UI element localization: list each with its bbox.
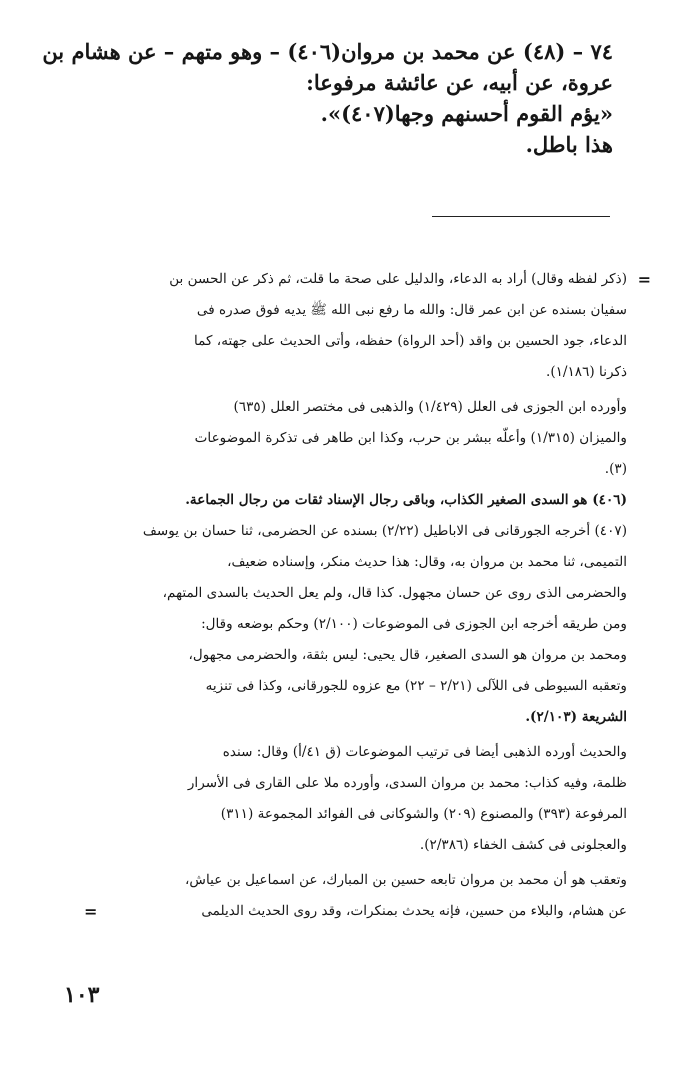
footnote-407: (٤٠٧) أخرجه الجورقانى فى الاباطيل (٢/٢٢) بسنده عن الحضرمى، ثنا حسان بن يوسف xyxy=(142,523,627,539)
footnote-line: وتعقب هو أن محمد بن مروان تابعه حسين بن المبارك، عن اسماعيل بن عياش، xyxy=(185,872,627,888)
footnote-line: المرفوعة (٣٩٣) والمصنوع (٢٠٩) والشوكانى فى الفوائد المجموعة (٣١١) xyxy=(220,806,627,822)
footnote-line: وأورده ابن الجوزى فى العلل (١/٤٢٩) والذهبى فى مختصر العلل (٦٣٥) xyxy=(233,399,627,415)
footnote-line: والحضرمى الذى روى عن حسان مجهول. كذا قال، ولم يعل الحديث بالسدى المتهم، xyxy=(162,585,627,601)
page-number: ١٠٣ xyxy=(64,982,100,1008)
footnote-line: الشريعة (٢/١٠٣). xyxy=(525,709,627,725)
footnote-line: وتعقبه السيوطى فى اللآلى (٢/٢١ – ٢٢) مع عزوه للجورقانى، وكذا فى تنزيه xyxy=(205,678,627,694)
footnote-line: والميزان (١/٣١٥) وأعلّه ببشر بن حرب، وكذا ابن طاهر فى تذكرة الموضوعات xyxy=(194,430,627,446)
footnote-line: والحديث أورده الذهبى أيضا فى ترتيب الموضوعات (ق ٤١/أ) وقال: سنده xyxy=(222,744,627,760)
footnote-line: سفيان بسنده عن ابن عمر قال: والله ما رفع نبى الله ﷺ يديه فوق صدره فى xyxy=(196,302,627,318)
footnote-406: (٤٠٦) هو السدى الصغير الكذاب، وباقى رجال الإسناد ثقات من رجال الجماعة. xyxy=(185,492,627,508)
hadith-main-text xyxy=(42,36,613,160)
continued-marker: = xyxy=(637,270,651,289)
hadith-verdict: هذا باطل. xyxy=(525,132,613,157)
footnotes-block xyxy=(84,264,651,927)
footnote-line: ومن طريقه أخرجه ابن الجوزى فى الموضوعات (٢/١٠٠) وحكم بوضعه وقال: xyxy=(201,616,627,632)
hadith-line: ٧٤ – (٤٨) عن محمد بن مروان(٤٠٦) – وهو متهم – عن هشام بن xyxy=(42,39,613,64)
hadith-matn: «يؤم القوم أحسنهم وجها(٤٠٧)». xyxy=(320,101,613,126)
footnote-line: ذكرنا (١/١٨٦). xyxy=(546,364,627,380)
continues-marker: = xyxy=(84,902,98,921)
footnote-line: عن هشام، والبلاء من حسين، فإنه يحدث بمنكرات، وقد روى الحديث الديلمى = xyxy=(94,896,627,927)
footnote-line: الدعاء، جود الحسين بن واقد (أحد الرواة) حفظه، وأتى الحديث على جهته، كما xyxy=(194,333,627,349)
footnote-divider xyxy=(432,216,610,217)
footnote-line: ومحمد بن مروان هو السدى الصغير، قال يحيى: ليس بثقة، والحضرمى مجهول، xyxy=(188,647,627,663)
footnote-line: التميمى، ثنا محمد بن مروان به، وقال: هذا حديث منكر، وإسناده ضعيف، xyxy=(227,554,627,570)
footnote-line: والعجلونى فى كشف الخفاء (٢/٣٨٦). xyxy=(419,837,627,853)
footnote-line: (ذكر لفظه وقال) أراد به الدعاء، والدليل على صحة ما قلت، ثم ذكر عن الحسن بن xyxy=(169,271,627,287)
hadith-line: عروة، عن أبيه، عن عائشة مرفوعا: xyxy=(306,70,613,95)
footnote-line: ظلمة، وفيه كذاب: محمد بن مروان السدى، وأورده ملا على القارى فى الأسرار xyxy=(187,775,627,791)
footnote-line: (٣). xyxy=(604,461,627,477)
